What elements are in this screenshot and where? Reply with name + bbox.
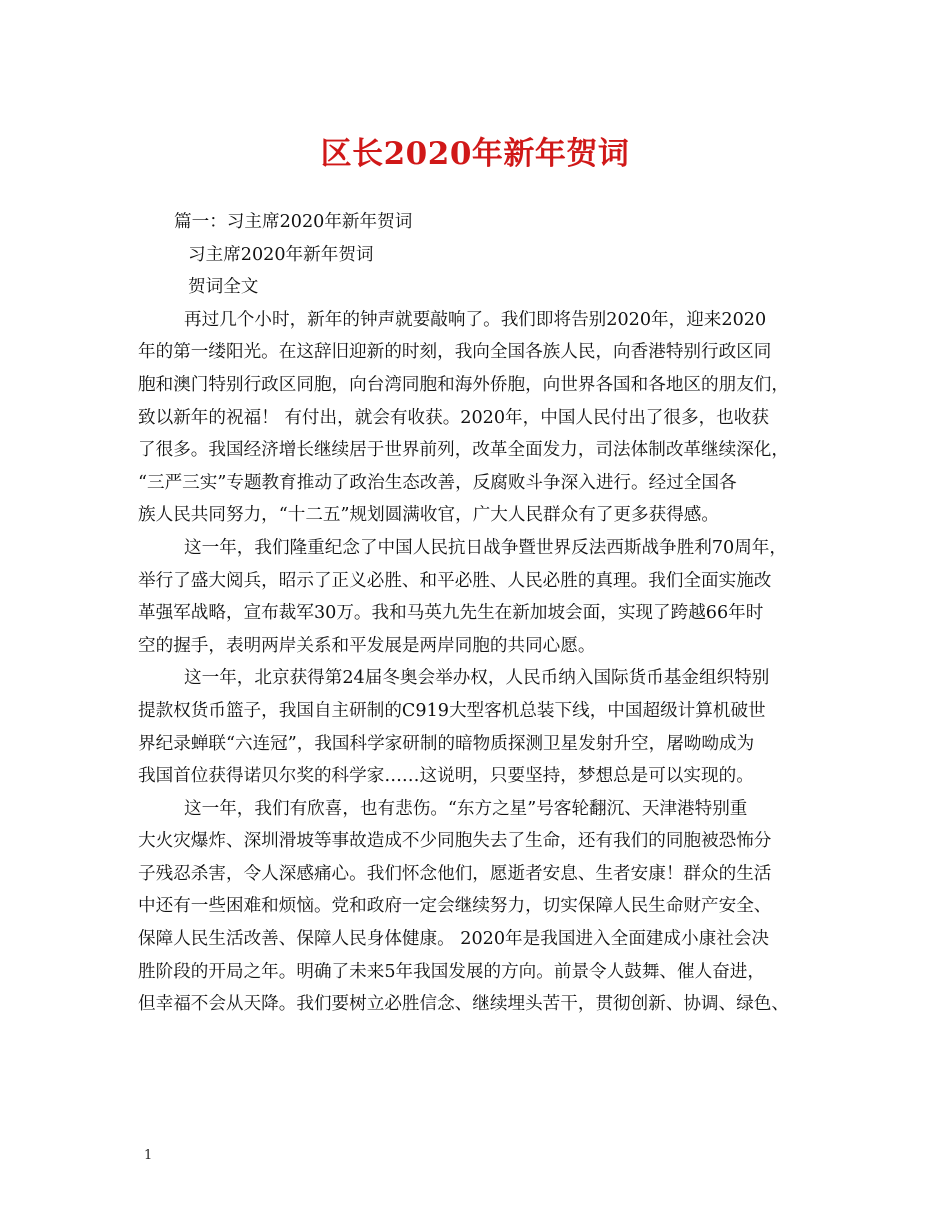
paragraph-line: 界纪录蝉联“六连冠”，我国科学家研制的暗物质探测卫星发射升空，屠呦呦成为 [138, 733, 755, 754]
paragraph-line: 胞和澳门特别行政区同胞，向台湾同胞和海外侨胞，向世界各国和各地区的朋友们， [138, 374, 789, 395]
paragraph-line: 革强军战略，宣布裁军30万。我和马英九先生在新加坡会面，实现了跨越66年时 [138, 603, 764, 624]
paragraph-line: 年的第一缕阳光。在这辞旧迎新的时刻，我向全国各族人民，向香港特别行政区同 [138, 342, 772, 363]
paragraph-line: 空的握手，表明两岸关系和平发展是两岸同胞的共同心愿。 [138, 635, 596, 656]
paragraph-line: 但幸福不会从天降。我们要树立必胜信念、继续埋头苦干，贯彻创新、协调、绿色、 [138, 994, 789, 1015]
page-number: 1 [144, 1148, 153, 1163]
paragraph-line: 提款权货币篮子，我国自主研制的C919大型客机总装下线，中国超级计算机破世 [138, 700, 766, 721]
document-body [138, 206, 814, 1021]
paragraph-line: 大火灾爆炸、深圳滑坡等事故造成不少同胞失去了生命，还有我们的同胞被恐怖分 [138, 831, 772, 852]
paragraph-line: 子残忍杀害，令人深感痛心。我们怀念他们，愿逝者安息、生者安康！群众的生活 [138, 863, 772, 884]
paragraph-line: 再过几个小时，新年的钟声就要敲响了。我们即将告别2020年，迎来2020 [184, 309, 767, 330]
paragraph-line: 族人民共同努力，“十二五”规划圆满收官，广大人民群众有了更多获得感。 [138, 505, 719, 526]
paragraph-line: 胜阶段的开局之年。明确了未来5年我国发展的方向。前景令人鼓舞、催人奋进， [138, 961, 765, 982]
paragraph-line: 这一年，北京获得第24届冬奥会举办权，人民币纳入国际货币基金组织特别 [184, 668, 770, 689]
section-heading: 篇一：习主席2020年新年贺词 [174, 212, 413, 232]
paragraph-line: 举行了盛大阅兵，昭示了正义必胜、和平必胜、人民必胜的真理。我们全面实施改 [138, 570, 772, 591]
subheading: 贺词全文 [188, 277, 259, 298]
document-title: 区长2020年新年贺词 [320, 136, 630, 172]
paragraph-line: 保障人民生活改善、保障人民身体健康。 2020年是我国进入全面建成小康社会决 [138, 929, 769, 950]
paragraph-line: 了很多。我国经济增长继续居于世界前列，改革全面发力，司法体制改革继续深化， [138, 440, 789, 461]
paragraph-line: “三严三实”专题教育推动了政治生态改善，反腐败斗争深入进行。经过全国各 [138, 472, 737, 493]
paragraph-line: 致以新年的祝福！ 有付出，就会有收获。2020年，中国人民付出了很多，也收获 [138, 407, 769, 428]
paragraph-line: 我国首位获得诺贝尔奖的科学家……这说明，只要坚持，梦想总是可以实现的。 [138, 766, 754, 787]
paragraph-line: 这一年，我们隆重纪念了中国人民抗日战争暨世界反法西斯战争胜利70周年， [184, 537, 787, 558]
paragraph-line: 这一年，我们有欣喜，也有悲伤。“东方之星”号客轮翻沉、天津港特别重 [184, 798, 748, 819]
paragraph-line: 中还有一些困难和烦恼。党和政府一定会继续努力，切实保障人民生命财产安全、 [138, 896, 772, 917]
subheading: 习主席2020年新年贺词 [188, 244, 374, 265]
